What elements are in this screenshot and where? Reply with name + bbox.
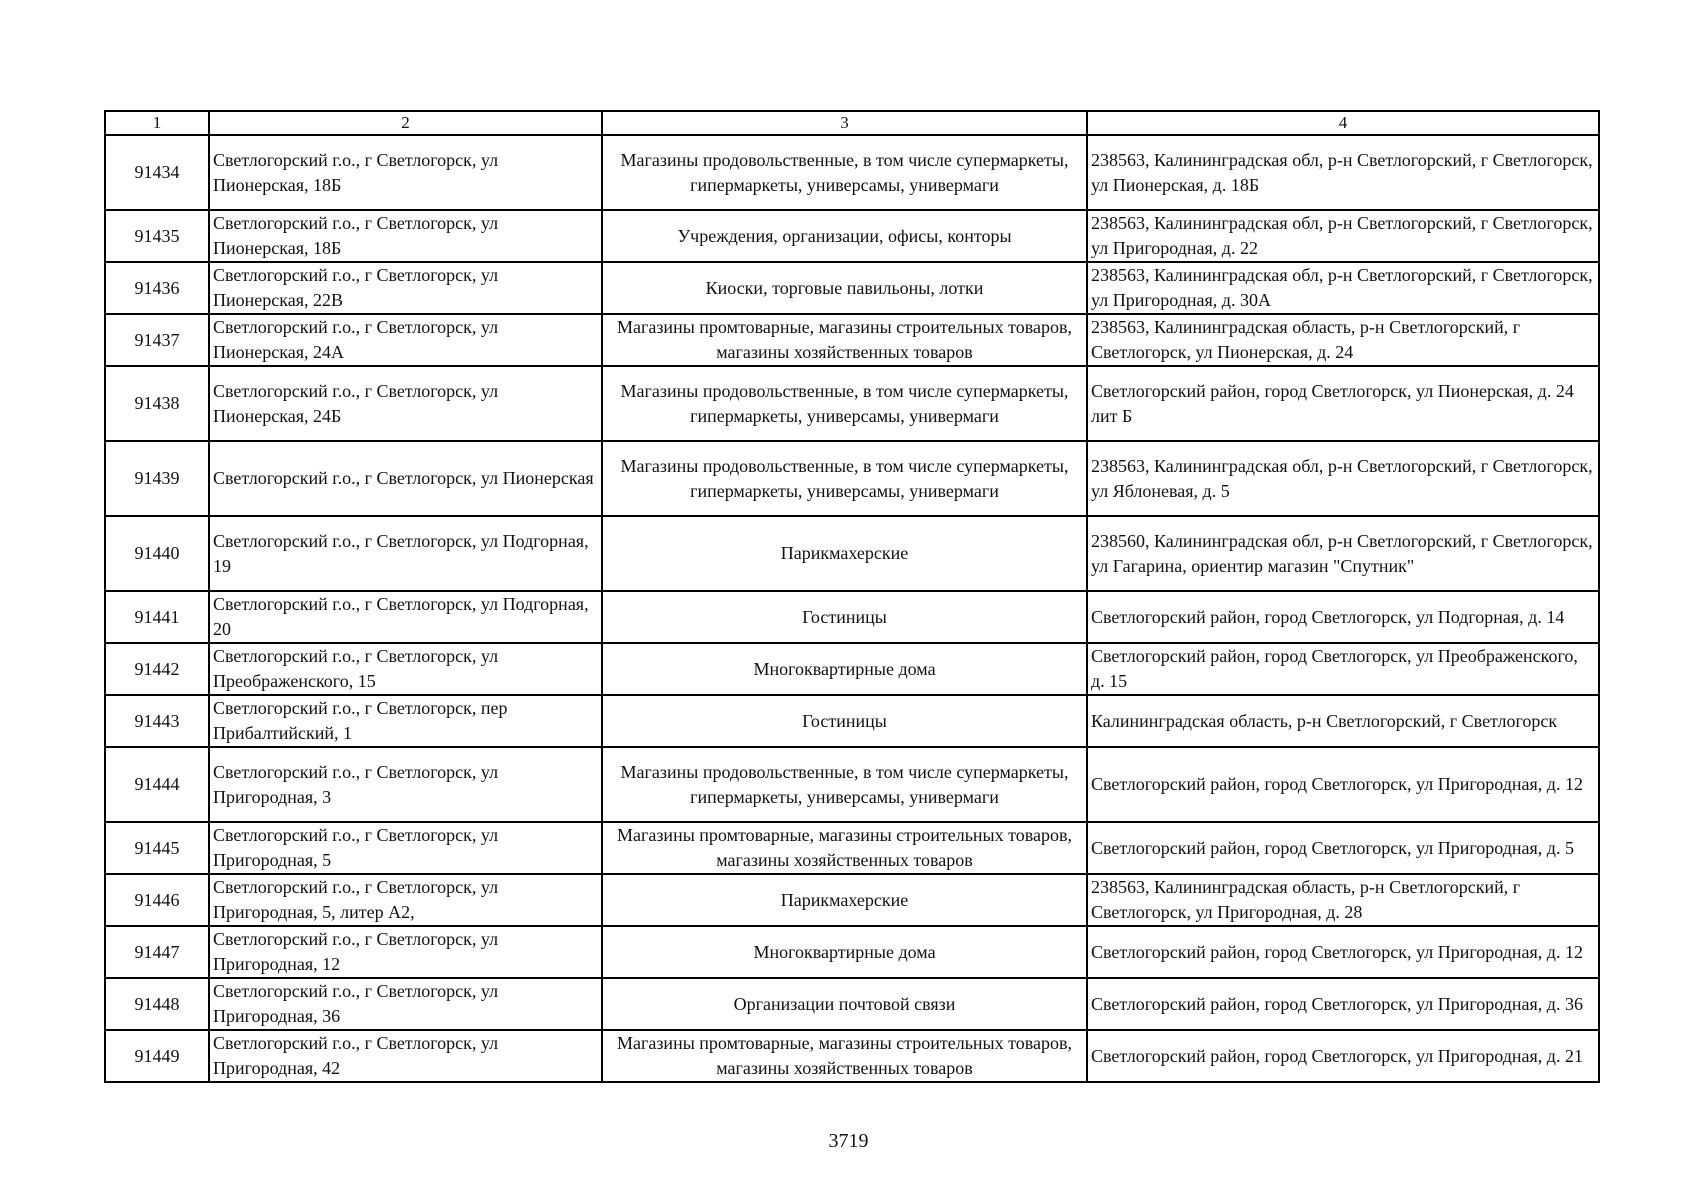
- row-address: 238563, Калининградская область, р-н Светлогорский, г Светлогорск, ул Пионерская, д. 24: [1087, 314, 1599, 366]
- row-id: 91443: [105, 695, 209, 747]
- row-address: 238563, Калининградская обл, р-н Светлогорский, г Светлогорск, ул Пригородная, д. 22: [1087, 210, 1599, 262]
- row-category: Магазины продовольственные, в том числе супермаркеты, гипермаркеты, универсамы, универмаги: [602, 366, 1087, 441]
- row-location: Светлогорский г.о., г Светлогорск, ул Пионерская, 18Б: [209, 135, 602, 210]
- row-category: Киоски, торговые павильоны, лотки: [602, 262, 1087, 314]
- page-number: 3719: [828, 1130, 869, 1152]
- row-category: Гостиницы: [602, 591, 1087, 643]
- row-address: Светлогорский район, город Светлогорск, ул Пригородная, д. 21: [1087, 1030, 1599, 1082]
- table-row: [105, 874, 1599, 926]
- row-id: 91449: [105, 1030, 209, 1082]
- row-address: Светлогорский район, город Светлогорск, ул Пригородная, д. 12: [1087, 926, 1599, 978]
- table-row: [105, 314, 1599, 366]
- row-address: 238563, Калининградская область, р-н Светлогорский, г Светлогорск, ул Пригородная, д. 28: [1087, 874, 1599, 926]
- row-id: 91437: [105, 314, 209, 366]
- row-id: 91435: [105, 210, 209, 262]
- row-location: Светлогорский г.о., г Светлогорск, ул Пионерская: [209, 441, 602, 516]
- row-category: Многоквартирные дома: [602, 643, 1087, 695]
- row-location: Светлогорский г.о., г Светлогорск, ул Преображенского, 15: [209, 643, 602, 695]
- header-row: [105, 111, 1599, 135]
- row-category: Гостиницы: [602, 695, 1087, 747]
- row-location: Светлогорский г.о., г Светлогорск, ул Пригородная, 12: [209, 926, 602, 978]
- row-address: Светлогорский район, город Светлогорск, ул Пионерская, д. 24 лит Б: [1087, 366, 1599, 441]
- header-cell-1: 1: [105, 111, 209, 135]
- row-category: Учреждения, организации, офисы, конторы: [602, 210, 1087, 262]
- row-id: 91440: [105, 516, 209, 591]
- row-address: 238563, Калининградская обл, р-н Светлогорский, г Светлогорск, ул Пригородная, д. 30А: [1087, 262, 1599, 314]
- row-id: 91434: [105, 135, 209, 210]
- row-location: Светлогорский г.о., г Светлогорск, ул Пионерская, 18Б: [209, 210, 602, 262]
- row-category: Парикмахерские: [602, 874, 1087, 926]
- row-location: Светлогорский г.о., г Светлогорск, пер Прибалтийский, 1: [209, 695, 602, 747]
- row-location: Светлогорский г.о., г Светлогорск, ул Подгорная, 20: [209, 591, 602, 643]
- header-cell-3: 3: [602, 111, 1087, 135]
- row-location: Светлогорский г.о., г Светлогорск, ул Пионерская, 24А: [209, 314, 602, 366]
- row-location: Светлогорский г.о., г Светлогорск, ул Пригородная, 36: [209, 978, 602, 1030]
- row-location: Светлогорский г.о., г Светлогорск, ул Пригородная, 5: [209, 822, 602, 874]
- table-row: [105, 747, 1599, 822]
- row-id: 91448: [105, 978, 209, 1030]
- row-category: Магазины промтоварные, магазины строительных товаров, магазины хозяйственных товаров: [602, 822, 1087, 874]
- row-id: 91438: [105, 366, 209, 441]
- row-address: 238563, Калининградская обл, р-н Светлогорский, г Светлогорск, ул Пионерская, д. 18Б: [1087, 135, 1599, 210]
- row-category: Многоквартирные дома: [602, 926, 1087, 978]
- row-id: 91442: [105, 643, 209, 695]
- data-table: [104, 110, 1600, 1083]
- table-row: [105, 695, 1599, 747]
- row-id: 91439: [105, 441, 209, 516]
- row-id: 91436: [105, 262, 209, 314]
- row-id: 91446: [105, 874, 209, 926]
- row-id: 91445: [105, 822, 209, 874]
- row-category: Магазины промтоварные, магазины строительных товаров, магазины хозяйственных товаров: [602, 1030, 1087, 1082]
- table-row: [105, 262, 1599, 314]
- row-location: Светлогорский г.о., г Светлогорск, ул Пионерская, 22В: [209, 262, 602, 314]
- row-category: Парикмахерские: [602, 516, 1087, 591]
- table-row: [105, 591, 1599, 643]
- row-address: Светлогорский район, город Светлогорск, ул Пригородная, д. 5: [1087, 822, 1599, 874]
- row-id: 91447: [105, 926, 209, 978]
- row-category: Магазины продовольственные, в том числе супермаркеты, гипермаркеты, универсамы, универмаги: [602, 441, 1087, 516]
- table-row: [105, 978, 1599, 1030]
- row-location: Светлогорский г.о., г Светлогорск, ул Пионерская, 24Б: [209, 366, 602, 441]
- row-address: Светлогорский район, город Светлогорск, ул Пригородная, д. 36: [1087, 978, 1599, 1030]
- row-id: 91444: [105, 747, 209, 822]
- row-category: Магазины промтоварные, магазины строительных товаров, магазины хозяйственных товаров: [602, 314, 1087, 366]
- table-row: [105, 643, 1599, 695]
- table-row: [105, 822, 1599, 874]
- row-address: Светлогорский район, город Светлогорск, ул Преображенского, д. 15: [1087, 643, 1599, 695]
- table-row: [105, 926, 1599, 978]
- row-id: 91441: [105, 591, 209, 643]
- row-category: Магазины продовольственные, в том числе супермаркеты, гипермаркеты, универсамы, универмаги: [602, 747, 1087, 822]
- table-row: [105, 366, 1599, 441]
- row-location: Светлогорский г.о., г Светлогорск, ул Пригородная, 5, литер А2,: [209, 874, 602, 926]
- row-category: Организации почтовой связи: [602, 978, 1087, 1030]
- row-address: Светлогорский район, город Светлогорск, ул Пригородная, д. 12: [1087, 747, 1599, 822]
- row-location: Светлогорский г.о., г Светлогорск, ул Подгорная, 19: [209, 516, 602, 591]
- row-category: Магазины продовольственные, в том числе супермаркеты, гипермаркеты, универсамы, универмаги: [602, 135, 1087, 210]
- row-address: Светлогорский район, город Светлогорск, ул Подгорная, д. 14: [1087, 591, 1599, 643]
- header-cell-4: 4: [1087, 111, 1599, 135]
- row-address: 238560, Калининградская обл, р-н Светлогорский, г Светлогорск, ул Гагарина, ориентир магазин "Спутник": [1087, 516, 1599, 591]
- row-location: Светлогорский г.о., г Светлогорск, ул Пригородная, 3: [209, 747, 602, 822]
- table-row: [105, 441, 1599, 516]
- table-row: [105, 135, 1599, 210]
- row-location: Светлогорский г.о., г Светлогорск, ул Пригородная, 42: [209, 1030, 602, 1082]
- table-row: [105, 1030, 1599, 1082]
- table-row: [105, 516, 1599, 591]
- row-address: 238563, Калининградская обл, р-н Светлогорский, г Светлогорск, ул Яблоневая, д. 5: [1087, 441, 1599, 516]
- row-address: Калининградская область, р-н Светлогорский, г Светлогорск: [1087, 695, 1599, 747]
- header-cell-2: 2: [209, 111, 602, 135]
- table-row: [105, 210, 1599, 262]
